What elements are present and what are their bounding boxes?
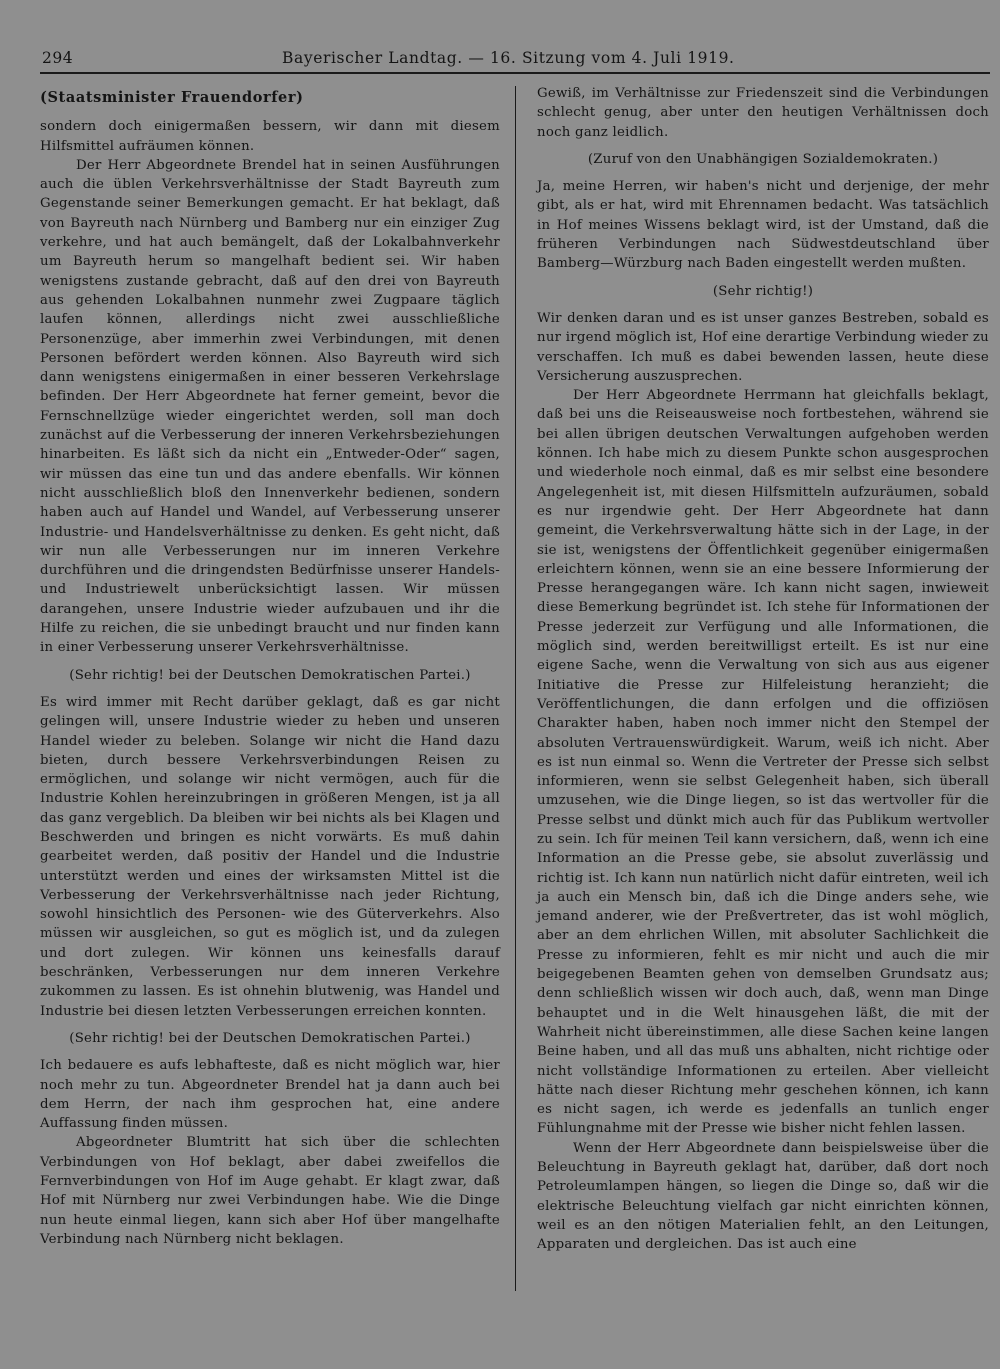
paragraph: Wenn der Herr Abgeordnete dann beispielsweise über die Beleuchtung in Bayreuth geklagt hat, darüber, daß dort noch Petroleumlampen hängen, so liegen die Dinge so, daß wir die elektrische Beleuchtung vielfach gar nicht einrichten können, weil es an den nötigen Materialien fehlt, an den Leitungen, Apparaten und dergleichen. Das ist auch eine (537, 1140, 989, 1253)
paragraph: Ich bedauere es aufs lebhafteste, daß es nicht möglich war, hier noch mehr zu tun. Abgeordneter Brendel hat ja dann auch bei dem Herrn, der nach ihm gesprochen hat, eine andere Auffassung finden müssen. (40, 1058, 500, 1132)
right-column (537, 84, 989, 1255)
paragraph: Es wird immer mit Recht darüber geklagt, daß es gar nicht gelingen will, unsere Industrie wieder zu heben und unseren Handel wieder zu beleben. Solange wir nicht die Hand dazu bieten, durch bessere Verkehrsverbindungen Reisen zu ermöglichen, und solange wir nicht vermögen, auch für die Industrie Kohlen hereinzubringen in größeren Mengen, ist ja all das ganz vergeblich. Da bleiben wir bei nichts als bei Klagen und Beschwerden und bringen es nicht vorwärts. Es muß dahin gearbeitet werden, daß positiv der Handel und die Industrie unterstützt werden und eines der wirksamsten Mittel ist die Verbesserung der Verkehrsverhältnisse nach jeder Richtung, sowohl hinsichtlich des Personen- wie des Güterverkehrs. Also müssen wir ausgleichen, so gut es möglich ist, und da zulegen und dort zulegen. Wir können uns keinesfalls darauf beschränken, Verbesserungen nur dem inneren Verkehre zukommen zu lassen. Es ist ohnehin blutwenig, was Handel und Industrie bei diesen letzten Verbesserungen erreichen konnten. (40, 694, 500, 1019)
interjection: (Sehr richtig!) (712, 283, 814, 299)
paragraph: Wir denken daran und es ist unser ganzes Bestreben, sobald es nur irgend möglich ist, Hof eine derartige Verbindung wieder zu verschaffen. Ich muß es dabei bewenden lassen, heute diese Versicherung auszusprechen. (537, 310, 989, 384)
speaker-prefix: (Staatsminister (40, 89, 181, 106)
paragraph: Ja, meine Herren, wir haben's nicht und derjenige, der mehr gibt, als er hat, wird mit Ehrennamen bedacht. Was tatsächlich in Hof meines Wissens beklagt wird, ist der Umstand, daß die früheren Verbindungen nach Südwestdeutschland über Bamberg—Würzburg nach Baden eingestellt werden mußten. (537, 179, 989, 272)
page-header (42, 48, 992, 68)
paragraph: sondern doch einigermaßen bessern, wir dann mit diesem Hilfsmittel aufräumen können. (40, 119, 500, 154)
speaker-name: Frauendorfer) (180, 89, 304, 106)
header-rule (40, 72, 990, 74)
paragraph: Gewiß, im Verhältnisse zur Friedenszeit sind die Verbindungen schlecht genug, aber unter den heutigen Verhältnissen doch noch ganz leidlich. (537, 86, 989, 140)
interjection: (Sehr richtig! bei der Deutschen Demokratischen Partei.) (69, 667, 471, 683)
left-column (40, 84, 500, 1249)
speaker-attribution (40, 88, 500, 107)
interjection: (Sehr richtig! bei der Deutschen Demokratischen Partei.) (69, 1030, 471, 1046)
paragraph: Abgeordneter Blumtritt hat sich über die schlechten Verbindungen von Hof beklagt, aber dabei zweifellos die Fernverbindungen von Hof im Auge gehabt. Er klagt zwar, daß Hof mit Nürnberg nur zwei Verbindungen habe. Wie die Dinge nun heute einmal liegen, kann sich aber Hof über mangelhafte Verbindung nach Nürnberg nicht beklagen. (40, 1135, 500, 1247)
paragraph: Der Herr Abgeordnete Brendel hat in seinen Ausführungen auch die üblen Verkehrsverhältnisse der Stadt Bayreuth zum Gegenstande seiner Bemerkungen gemacht. Er hat beklagt, daß von Bayreuth nach Nürnberg und Bamberg nur ein einziger Zug verkehre, und hat auch bemängelt, daß der Lokalbahnverkehr um Bayreuth herum so mangelhaft bedient sei. Wir haben wenigstens zustande gebracht, daß auf den drei von Bayreuth aus gehenden Lokalbahnen nunmehr zwei Zugpaare täglich laufen können, allerdings nicht zwei ausschließliche Personenzüge, aber immerhin zwei Verbindungen, mit denen Personen befördert werden können. Also Bayreuth wird sich dann wenigstens einigermaßen in einer besseren Verkehrslage befinden. Der Herr Abgeordnete hat ferner gemeint, bevor die Fernschnellzüge wieder eingerichtet werden, soll man doch zunächst auf die Verbesserung der inneren Verkehrsbeziehungen hinarbeiten. Es läßt sich da nicht ein „Entweder-Oder“ sagen, wir müssen das eine tun und das andere ebenfalls. Wir können nicht ausschließlich bloß den Innenverkehr bedienen, sondern haben auch auf Handel und Wandel, auf Verbesserung unserer Industrie- und Handelsverhältnisse zu denken. Es geht nicht, daß wir nun alle Verbesserungen nur im inneren Verkehre durchführen und die dringendsten Bedürfnisse unserer Handels- und Industriewelt unberücksichtigt lassen. Wir müssen darangehen, unsere Industrie wieder aufzubauen und ihr die Hilfe zu reichen, die sie unbedingt braucht und nur finden kann in einer Verbesserung unserer Verkehrsverhältnisse. (40, 157, 500, 656)
paragraph: Der Herr Abgeordnete Herrmann hat gleichfalls beklagt, daß bei uns die Reiseausweise noch fortbestehen, während sie bei allen übrigen deutschen Verwaltungen aufgehoben werden können. Ich habe mich zu diesem Punkte schon ausgesprochen und wiederhole noch einmal, daß es mir selbst eine besondere Angelegenheit ist, mit diesen Hilfsmitteln aufzuräumen, sobald es nur irgendwie geht. Der Herr Abgeordnete hat dann gemeint, die Verkehrsverwaltung hätte sich in der Lage, in der sie ist, wenigstens der Öffentlichkeit gegenüber einigermaßen erleichtern können, wenn sie an eine bessere Informierung der Presse herangegangen wäre. Ich kann nicht sagen, inwieweit diese Bemerkung begründet ist. Ich stehe für Informationen der Presse jederzeit zur Verfügung und alle Informationen, die möglich sind, werden bereitwilligst erteilt. Es ist nur eine eigene Sache, wenn die Verwaltung von sich aus aus eigener Initiative die Presse zur Hilfeleistung heranzieht; die Veröffentlichungen, die dann erfolgen und die offiziösen Charakter haben, haben noch immer nicht den Stempel der absoluten Vertrauenswürdigkeit. Warum, weiß ich nicht. Aber es ist nun einmal so. Wenn die Vertreter der Presse sich selbst informieren, wenn sie selbst Gelegenheit haben, sich überall umzusehen, wie die Dinge liegen, so ist das wertvoller für die Presse selbst und dünkt mich auch für das Publikum wertvoller zu sein. Ich für meinen Teil kann versichern, daß, wenn ich eine Information an die Presse gebe, sie absolut zuverlässig und richtig ist. Ich kann nun natürlich nicht dafür eintreten, weil ich ja auch ein Mensch bin, daß ich die Dinge anders sehe, wie jemand anderer, wie der Preßvertreter, das ist wohl möglich, aber an dem ehrlichen Willen, mit absoluter Sachlichkeit die Presse zu informieren, fehlt es mir nicht und auch die mir beigegebenen Beamten gehen von demselben Grundsatz aus; denn schließlich wissen wir doch auch, daß, wenn man Dinge behauptet und in die Welt hinausgehen läßt, die mit der Wahrheit nicht übereinstimmen, alle diese Sachen keine langen Beine haben, und all das muß uns abhalten, nicht richtige oder nicht vollständige Informationen zu erteilen. Aber vielleicht hätte nach dieser Richtung mehr geschehen können, ich kann es nicht sagen, ich werde es jedenfalls an tunlich enger Fühlungnahme mit der Presse wie bisher nicht fehlen lassen. (537, 388, 989, 1137)
running-title: Bayerischer Landtag. — 16. Sitzung vom 4. Juli 1919. (282, 49, 735, 67)
page-number: 294 (42, 49, 74, 67)
interjection: (Zuruf von den Unabhängigen Sozialdemokraten.) (587, 151, 939, 167)
column-divider (515, 86, 516, 1291)
